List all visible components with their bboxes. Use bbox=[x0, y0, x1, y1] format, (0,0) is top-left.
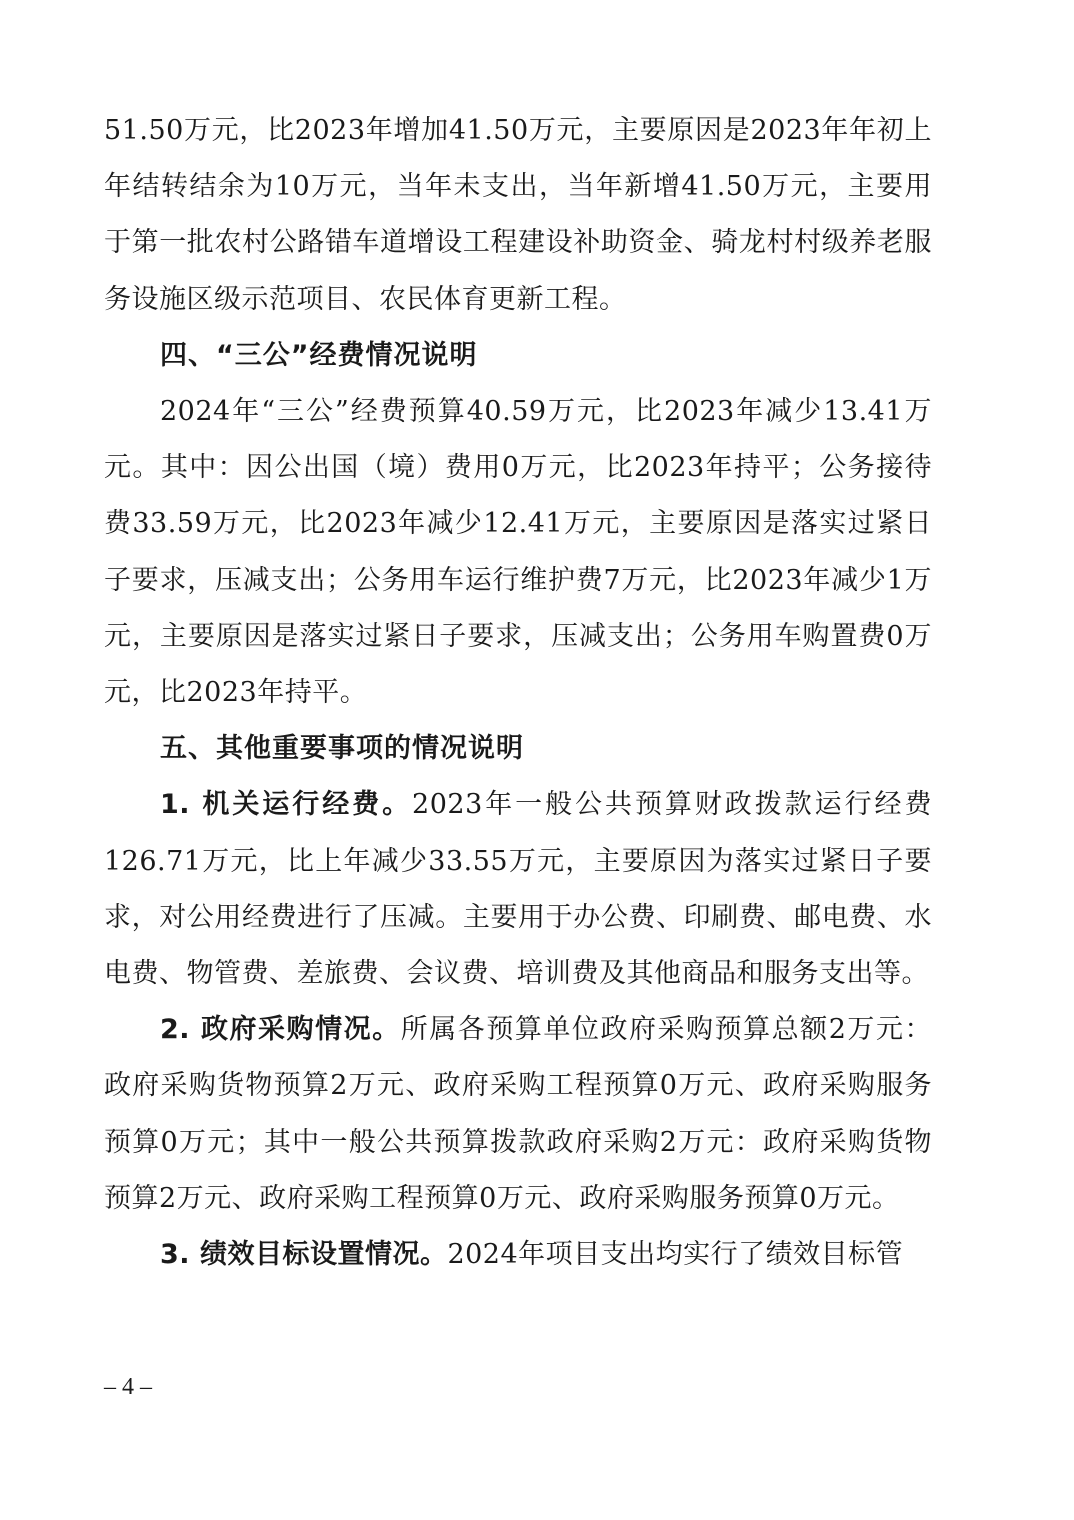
paragraph-operating-funds bbox=[104, 777, 932, 1002]
heading-other-matters: 五、其他重要事项的情况说明 bbox=[160, 733, 524, 765]
operating-funds-text: 2023年一般公共预算财政拨款运行经费126.71万元，比上年减少33.55万元，主要原因为落实过紧日子要求，对公用经费进行了压减。主要用于办公费、印刷费、邮电费、水电费、物管费、差旅费、会议费、培训费及其他商品和服务支出等。 bbox=[104, 789, 932, 990]
document-body bbox=[104, 103, 932, 1283]
government-procurement-text: 所属各预算单位政府采购预算总额2万元：政府采购货物预算2万元、政府采购工程预算0万元、政府采购服务预算0万元；其中一般公共预算拨款政府采购2万元：政府采购货物预算2万元、政府采购工程预算0万元、政府采购服务预算0万元。 bbox=[104, 1014, 932, 1214]
paragraph-government-procurement bbox=[104, 1002, 932, 1227]
performance-goals-lead: 3. 绩效目标设置情况。 bbox=[160, 1239, 448, 1271]
page-number: – 4 – bbox=[104, 1374, 152, 1400]
paragraph-project-expenditure: 51.50万元，比2023年增加41.50万元，主要原因是2023年年初上年结转结余为10万元，当年未支出，当年新增41.50万元，主要用于第一批农村公路错车道增设工程建设补助资金、骑龙村村级养老服务设施区级示范项目、农民体育更新工程。 bbox=[104, 115, 932, 315]
paragraph-performance-goals bbox=[104, 1227, 932, 1283]
heading-three-public-funds: 四、“三公”经费情况说明 bbox=[160, 339, 478, 371]
government-procurement-lead: 2. 政府采购情况。 bbox=[160, 1014, 401, 1046]
performance-goals-text: 2024年项目支出均实行了绩效目标管 bbox=[447, 1239, 904, 1271]
operating-funds-lead: 1. 机关运行经费。 bbox=[160, 789, 413, 821]
paragraph-three-public-funds: 2024年“三公”经费预算40.59万元，比2023年减少13.41万元。其中：因公出国（境）费用0万元，比2023年持平；公务接待费33.59万元，比2023年减少12.41万元，主要原因是落实过紧日子要求，压减支出；公务用车运行维护费7万元，比2023年减少1万元，主要原因是落实过紧日子要求，压减支出；公务用车购置费0万元，比2023年持平。 bbox=[104, 396, 932, 709]
